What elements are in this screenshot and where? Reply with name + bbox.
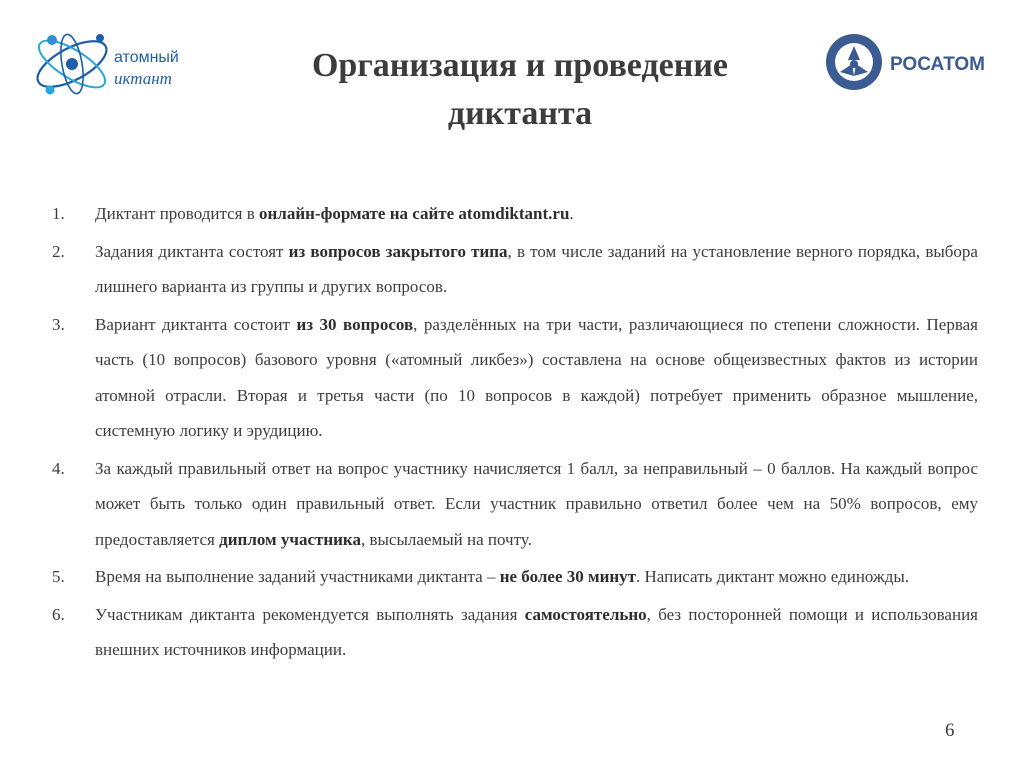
text-segment: Вариант диктанта состоит (95, 314, 297, 334)
list-item (52, 451, 978, 558)
text-segment: Диктант проводится в (95, 204, 259, 223)
logo-line1: атомный (114, 49, 179, 66)
atomic-dictation-logo (30, 18, 210, 106)
list-item-text (95, 597, 978, 668)
logo-line2: иктант (114, 69, 172, 88)
bold-phrase: не более 30 минут (499, 567, 637, 586)
rules-list (52, 196, 978, 670)
rosatom-emblem-icon (824, 32, 999, 92)
list-item (52, 196, 978, 232)
text-segment: Участникам диктанта рекомендуется выполнять задания (95, 604, 525, 624)
list-item-number: 6. (52, 604, 65, 624)
page-title (230, 42, 810, 138)
text-segment: . Написать диктант можно единожды. (636, 567, 910, 586)
text-segment: За каждый правильный ответ на вопрос участнику начисляется 1 балл, за неправильный – 0 баллов. На каждый вопрос может быть только один правильный ответ. Если участник правильно ответил более чем на 50% вопросов, ему предоставляется (95, 458, 978, 549)
list-item-number: 4. (52, 458, 65, 478)
list-item (52, 234, 978, 305)
text-segment: , без посторонней помощи и использования внешних источников информации. (95, 604, 978, 659)
title-line-1: Организация и проведение (311, 47, 729, 84)
list-item-number: 3. (52, 314, 65, 334)
list-item-text (95, 559, 978, 595)
list-item-text (95, 307, 978, 449)
list-item-number: 2. (52, 241, 65, 261)
text-segment: Задания диктанта состоят (95, 241, 289, 261)
bold-phrase: из 30 вопросов (296, 314, 414, 334)
text-segment: , высылаемый на почту. (360, 529, 532, 549)
list-item (52, 307, 978, 449)
text-segment: . (569, 204, 574, 223)
page-number: 6 (945, 720, 955, 741)
bold-phrase: диплом участника (219, 529, 361, 549)
bold-phrase: из вопросов закрытого типа (288, 241, 508, 261)
bold-phrase: онлайн-формате на сайте atomdiktant.ru (258, 204, 570, 223)
rosatom-logo (824, 32, 999, 92)
rosatom-text: РОСАТОМ (890, 54, 985, 75)
text-segment: , в том числе заданий на установление верного порядка, выбора лишнего варианта из группы и других вопросов. (95, 241, 978, 296)
list-item-text (95, 234, 978, 305)
list-item (52, 559, 978, 595)
list-item-text (95, 451, 978, 558)
text-segment: Время на выполнение заданий участниками диктанта – (95, 567, 500, 586)
bold-phrase: самостоятельно (524, 604, 647, 624)
list-item (52, 597, 978, 668)
list-item-number: 1. (52, 204, 65, 223)
title-line-2: диктанта (447, 95, 593, 132)
text-segment: , разделённых на три части, различающиеся по степени сложности. Первая часть (10 вопросов) базового уровня («атомный ликбез») составлена на основе общеизвестных фактов из истории атомной отрасли. Вторая и третья части (по 10 вопросов в каждой) потребует применить образное мышление, системную логику и эрудицию. (95, 314, 978, 440)
list-item-number: 5. (52, 567, 65, 586)
atom-orbit-icon (30, 18, 210, 106)
list-item-text (95, 196, 978, 232)
